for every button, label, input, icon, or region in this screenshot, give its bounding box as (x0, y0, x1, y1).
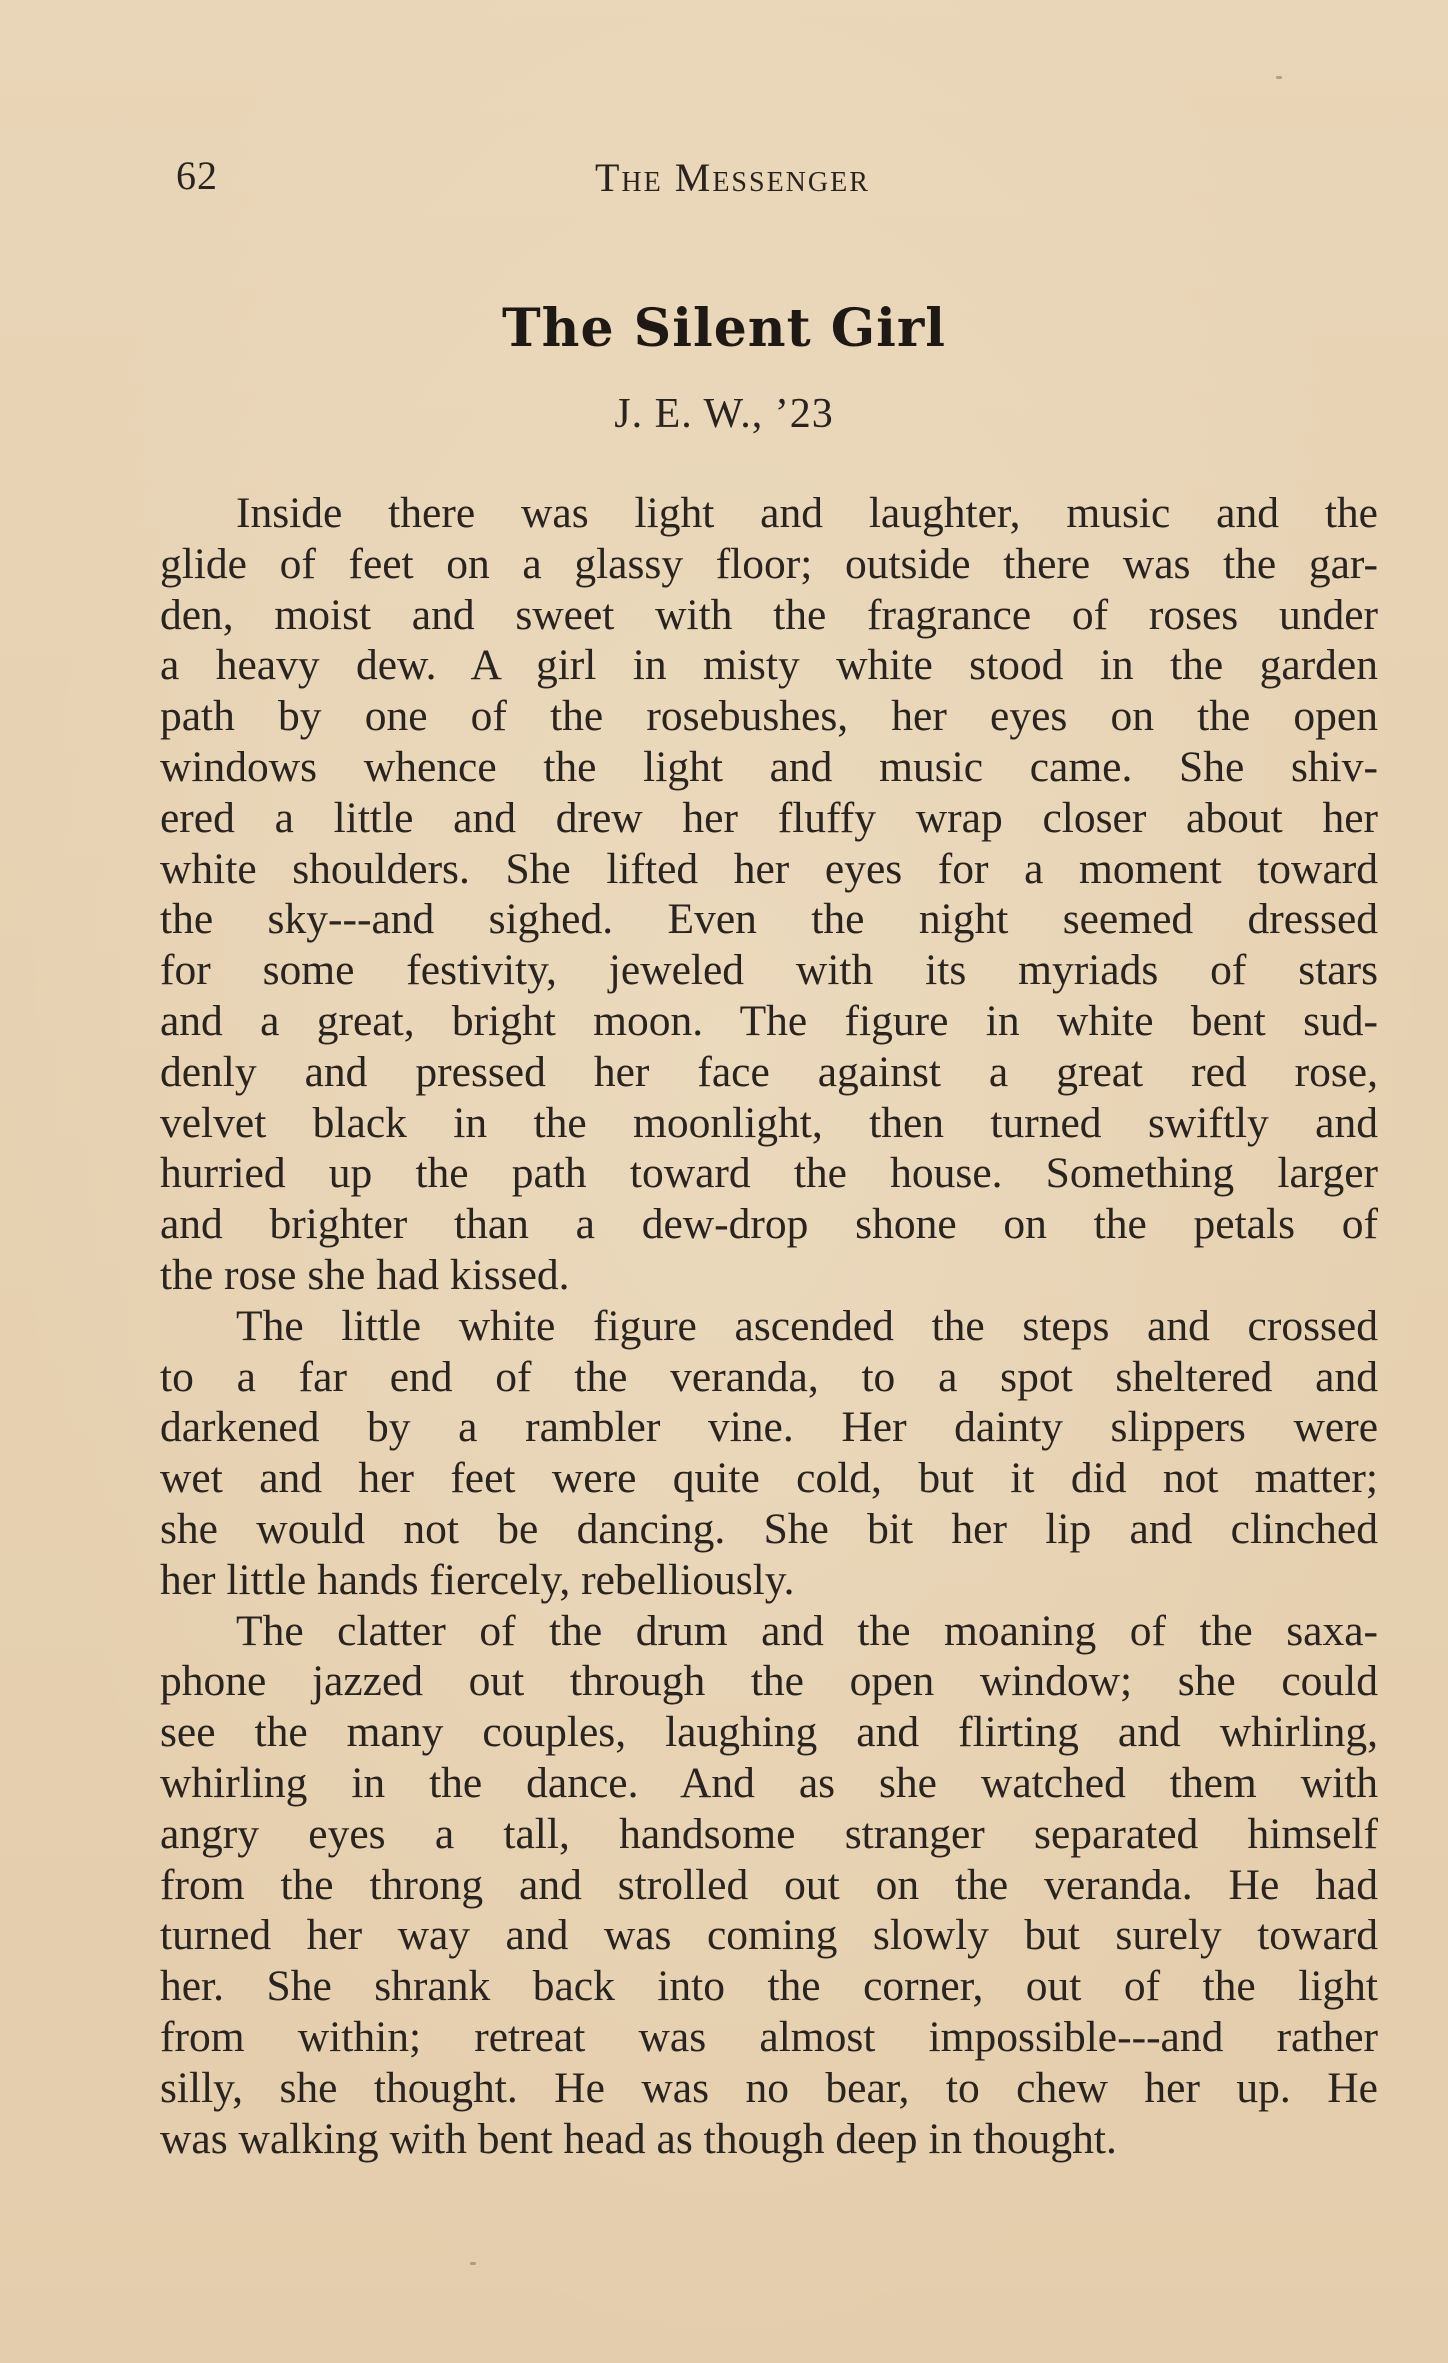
paper-speck (470, 2262, 476, 2265)
story-body (160, 488, 1378, 2164)
paper-speck (1276, 76, 1282, 79)
text-line: wet and her feet were quite cold, but it did not matter; (160, 1454, 1378, 1503)
text-line: to a far end of the veranda, to a spot sheltered and (160, 1352, 1378, 1401)
text-line: for some festivity, jeweled with its myriads of stars (160, 946, 1378, 995)
text-line: her. She shrank back into the corner, out of the light (160, 1962, 1378, 2011)
text-line: ered a little and drew her fluffy wrap closer about her (160, 793, 1378, 842)
text-line: The little white figure ascended the steps and crossed (236, 1301, 1378, 1350)
text-line: the sky---and sighed. Even the night seemed dressed (160, 895, 1378, 944)
text-line: path by one of the rosebushes, her eyes on the open (160, 692, 1378, 741)
text-line: whirling in the dance. And as she watched them with (160, 1758, 1378, 1807)
text-line: the rose she had kissed. (160, 1250, 570, 1299)
text-line: denly and pressed her face against a great red rose, (160, 1047, 1378, 1096)
text-line: a heavy dew. A girl in misty white stood in the garden (160, 641, 1378, 690)
story-author: J. E. W., ’23 (614, 391, 834, 437)
text-line: silly, she thought. He was no bear, to chew her up. He (160, 2063, 1378, 2112)
text-line: hurried up the path toward the house. Something larger (160, 1149, 1378, 1198)
text-line: glide of feet on a glassy floor; outside there was the gar- (160, 539, 1378, 588)
text-line: Inside there was light and laughter, music and the (236, 489, 1378, 537)
text-line: was walking with bent head as though deep in thought. (160, 2114, 1117, 2163)
text-line: and a great, bright moon. The figure in white bent sud- (160, 996, 1378, 1045)
text-line: see the many couples, laughing and flirting and whirling, (160, 1708, 1378, 1757)
text-line: white shoulders. She lifted her eyes for a moment toward (160, 844, 1378, 893)
text-line: windows whence the light and music came. She shiv- (160, 742, 1378, 791)
text-line: den, moist and sweet with the fragrance of roses under (160, 590, 1378, 639)
text-line: The clatter of the drum and the moaning of the saxa- (236, 1606, 1378, 1655)
page-number: 62 (176, 153, 218, 198)
text-line: darkened by a rambler vine. Her dainty slippers were (160, 1403, 1378, 1452)
text-line: she would not be dancing. She bit her lip and clinched (160, 1504, 1378, 1553)
text-line: from the throng and strolled out on the veranda. He had (160, 1860, 1378, 1909)
text-line: from within; retreat was almost impossible---and rather (160, 2012, 1378, 2061)
story-title: The Silent Girl (501, 298, 947, 359)
text-line: velvet black in the moonlight, then turned swiftly and (160, 1098, 1378, 1147)
text-line: angry eyes a tall, handsome stranger separated himself (160, 1809, 1378, 1858)
text-line: turned her way and was coming slowly but surely toward (160, 1911, 1378, 1960)
text-line: and brighter than a dew-drop shone on the petals of (160, 1200, 1378, 1249)
text-line: her little hands fiercely, rebelliously. (160, 1555, 795, 1604)
text-line: phone jazzed out through the open window; she could (160, 1657, 1378, 1706)
running-head (170, 152, 1370, 212)
journal-title: The Messenger (595, 155, 870, 200)
